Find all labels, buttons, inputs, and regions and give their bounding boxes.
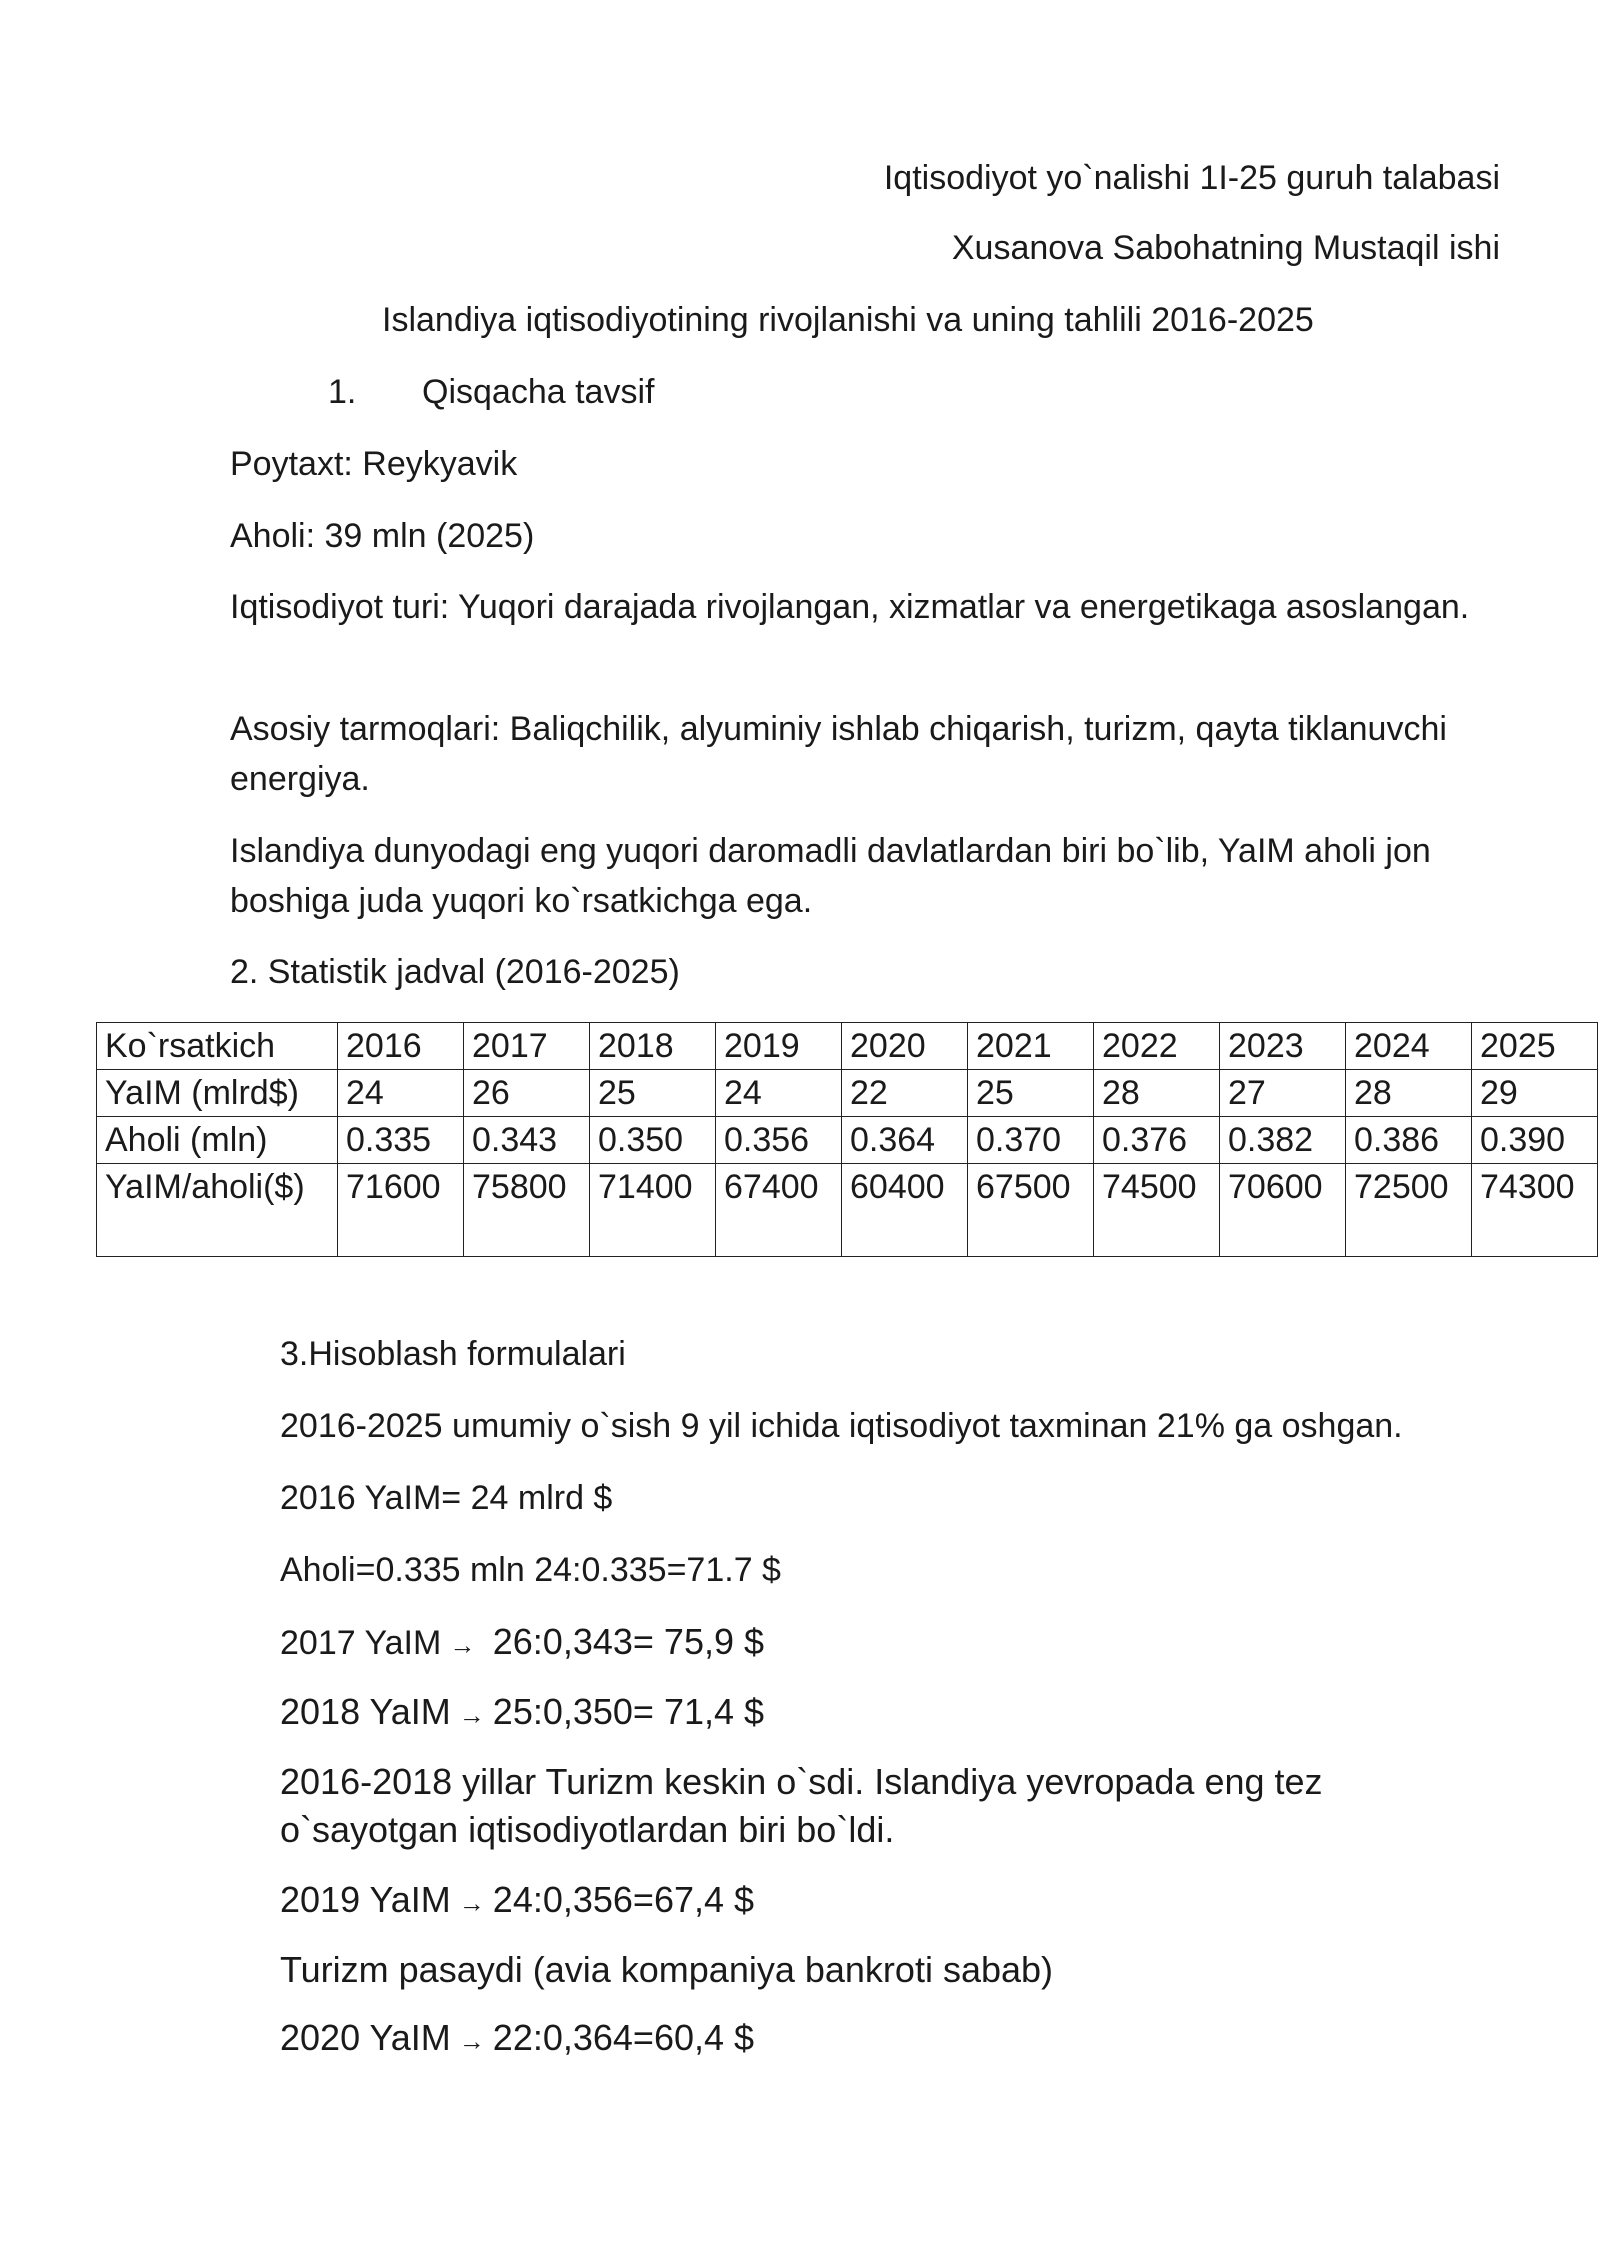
table-cell: 75800 — [464, 1164, 590, 1257]
table-header-row — [97, 1023, 1598, 1070]
table-cell: Ko`rsatkich — [97, 1023, 338, 1070]
table-cell: 0.364 — [842, 1117, 968, 1164]
section3-heading: 3.Hisoblash formulalari — [280, 1335, 626, 1373]
calc-2016-line: Aholi=0.335 mln 24:0.335=71.7 $ — [280, 1551, 781, 1589]
gdp-2016-line: 2016 YaIM= 24 mlrd $ — [280, 1479, 613, 1517]
table-cell: 24 — [716, 1070, 842, 1117]
calc-formula: 25:0,350= 71,4 $ — [492, 1691, 765, 1732]
calc-formula: 26:0,343= 75,9 $ — [492, 1621, 765, 1662]
section1-number: 1. — [328, 373, 357, 411]
main-sectors-paragraph: Asosiy tarmoqlari: Baliqchilik, alyuminiy ishlab chiqarish, turizm, qayta tiklanuvchi energiya. — [230, 710, 1447, 798]
table-cell: YaIM (mlrd$) — [97, 1070, 338, 1117]
table-cell: 25 — [968, 1070, 1094, 1117]
table-cell: 74500 — [1094, 1164, 1220, 1257]
table-cell: 0.356 — [716, 1117, 842, 1164]
table-cell: 2022 — [1094, 1023, 1220, 1070]
table-cell: 70600 — [1220, 1164, 1346, 1257]
population-line: Aholi: 39 mln (2025) — [230, 517, 535, 555]
arrow-icon: → — [458, 2026, 485, 2056]
author-line: Iqtisodiyot yo`nalishi 1I-25 guruh talabasi — [883, 159, 1500, 197]
calc-2018-line — [280, 1688, 764, 1739]
capital-line: Poytaxt: Reykyavik — [230, 445, 518, 483]
table-cell: 2024 — [1346, 1023, 1472, 1070]
economy-type-paragraph: Iqtisodiyot turi: Yuqori darajada rivojlangan, xizmatlar va energetikaga asoslangan. — [230, 588, 1470, 626]
table-cell: 2025 — [1472, 1023, 1598, 1070]
table-cell: 67400 — [716, 1164, 842, 1257]
calc-2020-line — [280, 2014, 754, 2065]
table-cell: 29 — [1472, 1070, 1598, 1117]
document-title: Islandiya iqtisodiyotining rivojlanishi va uning tahlili 2016-2025 — [382, 301, 1314, 339]
table-cell: 2020 — [842, 1023, 968, 1070]
calc-2019-line — [280, 1876, 754, 1927]
year-label: 2019 YaIM — [280, 1879, 451, 1920]
growth-line: 2016-2025 umumiy o`sish 9 yil ichida iqtisodiyot taxminan 21% ga oshgan. — [280, 1407, 1403, 1445]
table-cell: 60400 — [842, 1164, 968, 1257]
table-cell: YaIM/aholi($) — [97, 1164, 338, 1257]
table-cell: 2019 — [716, 1023, 842, 1070]
table-cell: 2017 — [464, 1023, 590, 1070]
table-row — [97, 1117, 1598, 1164]
year-label: 2018 YaIM — [280, 1691, 451, 1732]
table-row — [97, 1070, 1598, 1117]
year-label: 2017 YaIM — [280, 1624, 442, 1662]
table-cell: 0.370 — [968, 1117, 1094, 1164]
table-cell: 2023 — [1220, 1023, 1346, 1070]
table-cell: 22 — [842, 1070, 968, 1117]
table-cell: 26 — [464, 1070, 590, 1117]
tourism-growth-note: 2016-2018 yillar Turizm keskin o`sdi. Islandiya yevropada eng tez o`sayotgan iqtisodiyotlardan biri bo`ldi. — [280, 1761, 1323, 1850]
section2-heading: 2. Statistik jadval (2016-2025) — [230, 953, 680, 991]
calc-2017-line — [280, 1618, 764, 1669]
table-cell: 25 — [590, 1070, 716, 1117]
arrow-icon: → — [458, 1700, 485, 1730]
table-cell: 0.376 — [1094, 1117, 1220, 1164]
table-cell: 0.382 — [1220, 1117, 1346, 1164]
table-cell: 2016 — [338, 1023, 464, 1070]
table-cell: 2018 — [590, 1023, 716, 1070]
table-cell: 0.350 — [590, 1117, 716, 1164]
year-label: 2020 YaIM — [280, 2017, 451, 2058]
tourism-decline-line: Turizm pasaydi (avia kompaniya bankroti sabab) — [280, 1949, 1054, 1990]
summary-paragraph: Islandiya dunyodagi eng yuqori daromadli davlatlardan biri bo`lib, YaIM aholi jon boshiga juda yuqori ko`rsatkichga ega. — [230, 832, 1431, 920]
table-cell: 0.390 — [1472, 1117, 1598, 1164]
table-cell: 24 — [338, 1070, 464, 1117]
table-cell: 28 — [1094, 1070, 1220, 1117]
calc-formula: 22:0,364=60,4 $ — [492, 2017, 755, 2058]
table-cell: 71400 — [590, 1164, 716, 1257]
table-cell: 2021 — [968, 1023, 1094, 1070]
table-cell: 74300 — [1472, 1164, 1598, 1257]
table-cell: 0.386 — [1346, 1117, 1472, 1164]
calc-formula: 24:0,356=67,4 $ — [492, 1879, 755, 1920]
arrow-icon: → — [458, 1888, 485, 1918]
table-cell: 67500 — [968, 1164, 1094, 1257]
section1-heading: Qisqacha tavsif — [422, 373, 655, 411]
table-cell: 0.343 — [464, 1117, 590, 1164]
table-cell: 72500 — [1346, 1164, 1472, 1257]
statistics-table — [96, 1022, 1598, 1257]
table-cell: 28 — [1346, 1070, 1472, 1117]
table-cell: 71600 — [338, 1164, 464, 1257]
table-row — [97, 1164, 1598, 1257]
table-cell: Aholi (mln) — [97, 1117, 338, 1164]
work-title-line: Xusanova Sabohatning Mustaqil ishi — [951, 229, 1500, 267]
table-cell: 0.335 — [338, 1117, 464, 1164]
arrow-icon: → — [449, 1630, 476, 1660]
table-cell: 27 — [1220, 1070, 1346, 1117]
